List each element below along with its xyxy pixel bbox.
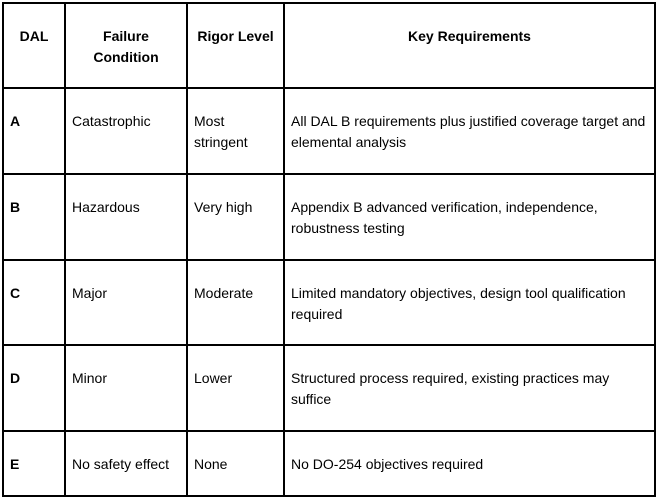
cell-dal: B — [3, 174, 65, 260]
cell-failure-condition: Catastrophic — [65, 88, 187, 174]
header-row — [3, 3, 655, 88]
table-row-dal-b — [3, 174, 655, 260]
cell-failure-condition: No safety effect — [65, 431, 187, 496]
table-header — [3, 3, 655, 88]
cell-dal: E — [3, 431, 65, 496]
table-row-dal-e — [3, 431, 655, 496]
cell-failure-condition: Major — [65, 260, 187, 345]
table-row-dal-d — [3, 345, 655, 431]
cell-dal: D — [3, 345, 65, 431]
cell-failure-condition: Minor — [65, 345, 187, 431]
header-cell-rigor-level: Rigor Level — [187, 3, 284, 88]
cell-key-requirements: All DAL B requirements plus justified coverage target and elemental analysis — [284, 88, 655, 174]
cell-rigor-level: Most stringent — [187, 88, 284, 174]
header-cell-failure-condition: Failure Condition — [65, 3, 187, 88]
cell-rigor-level: Very high — [187, 174, 284, 260]
cell-dal: C — [3, 260, 65, 345]
cell-key-requirements: Appendix B advanced verification, independence, robustness testing — [284, 174, 655, 260]
table-row-dal-a — [3, 88, 655, 174]
dal-requirements-table — [2, 2, 656, 497]
cell-dal: A — [3, 88, 65, 174]
cell-rigor-level: Lower — [187, 345, 284, 431]
header-cell-key-requirements: Key Requirements — [284, 3, 655, 88]
cell-key-requirements: No DO-254 objectives required — [284, 431, 655, 496]
cell-key-requirements: Limited mandatory objectives, design tool qualification required — [284, 260, 655, 345]
cell-key-requirements: Structured process required, existing practices may suffice — [284, 345, 655, 431]
table-body — [3, 88, 655, 496]
table-row-dal-c — [3, 260, 655, 345]
cell-rigor-level: Moderate — [187, 260, 284, 345]
cell-rigor-level: None — [187, 431, 284, 496]
header-cell-dal: DAL — [3, 3, 65, 88]
cell-failure-condition: Hazardous — [65, 174, 187, 260]
